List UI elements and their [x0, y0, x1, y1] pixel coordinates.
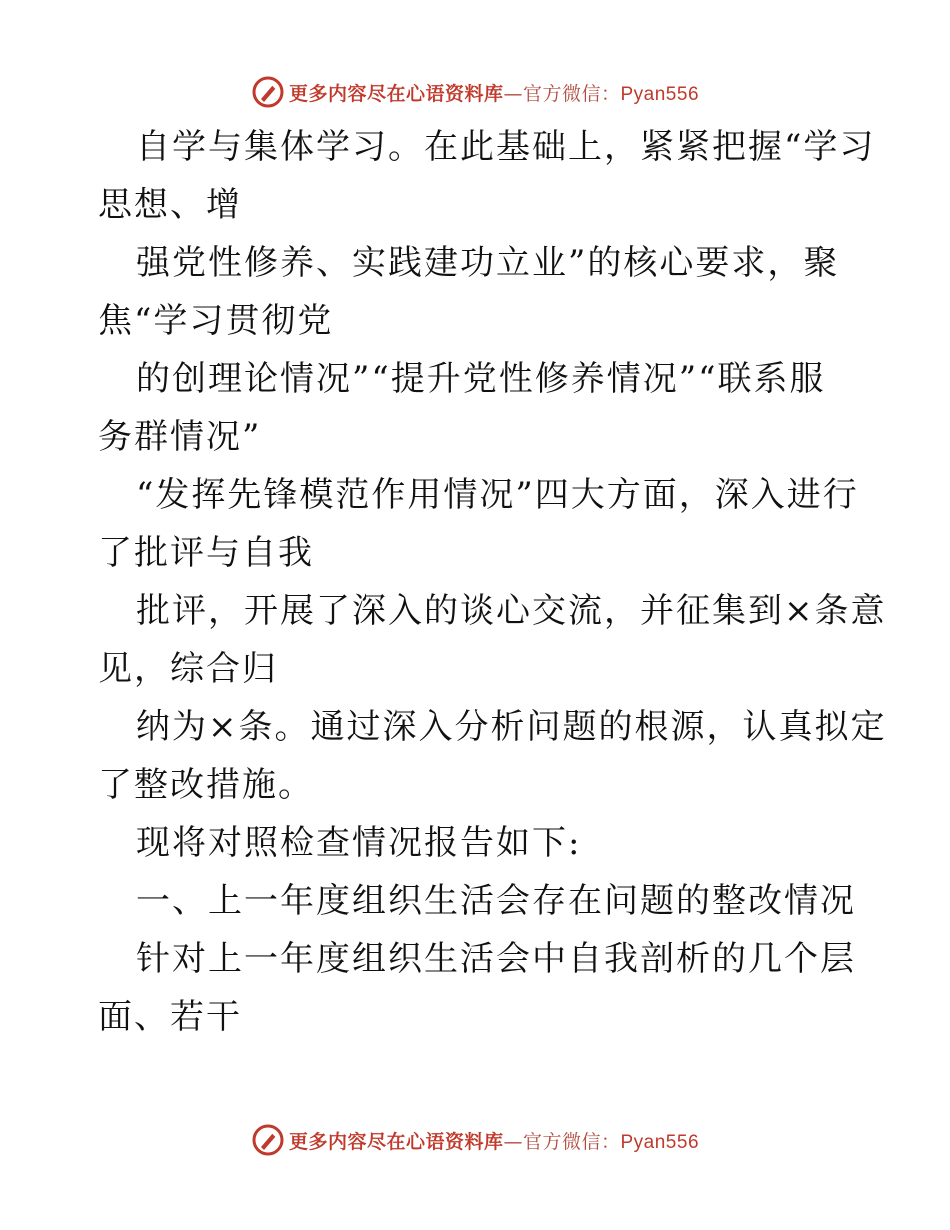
section-heading: 一、上一年度组织生活会存在问题的整改情况 [136, 881, 856, 921]
footer-watermark [0, 1120, 950, 1160]
watermark-rest: 官方微信： [522, 1130, 621, 1153]
watermark-text [289, 1127, 699, 1154]
body-line: 批评，开展了深入的谈心交流，并征集到×条意 [136, 591, 887, 631]
body-line: 务群情况” [98, 417, 262, 457]
body-line: 的创理论情况”“提升党性修养情况”“联系服 [136, 359, 826, 399]
body-line: 现将对照检查情况报告如下: [136, 823, 582, 863]
body-line: 焦“学习贯彻党 [98, 301, 334, 341]
body-line: 见，综合归 [98, 649, 278, 689]
watermark-brand: 更多内容尽在心语资料库 [288, 1130, 504, 1153]
watermark-id: Pyan556 [620, 83, 700, 105]
watermark-dash: — [503, 82, 523, 105]
watermark-brand: 更多内容尽在心语资料库 [288, 82, 504, 105]
body-line: 针对上一年度组织生活会中自我剖析的几个层 [136, 939, 856, 979]
watermark-id: Pyan556 [620, 1131, 700, 1153]
body-line: 面、若干 [98, 997, 242, 1037]
body-line: 纳为×条。通过深入分析问题的根源，认真拟定 [136, 707, 887, 747]
header-watermark [0, 72, 950, 112]
watermark-rest: 官方微信： [522, 82, 621, 105]
body-line: “发挥先锋模范作用情况”四大方面，深入进行 [136, 475, 859, 515]
body-line: 了批评与自我 [98, 533, 314, 573]
pen-nib-logo-icon [251, 75, 285, 109]
pen-nib-logo-icon [251, 1123, 285, 1157]
body-line: 自学与集体学习。在此基础上，紧紧把握“学习 [136, 127, 876, 167]
watermark-dash: — [503, 1130, 523, 1153]
watermark-text [289, 79, 699, 106]
body-line: 思想、增 [98, 185, 242, 225]
body-line: 了整改措施。 [98, 765, 314, 805]
body-line: 强党性修养、实践建功立业”的核心要求，聚 [136, 243, 840, 283]
document-body [98, 118, 887, 1046]
